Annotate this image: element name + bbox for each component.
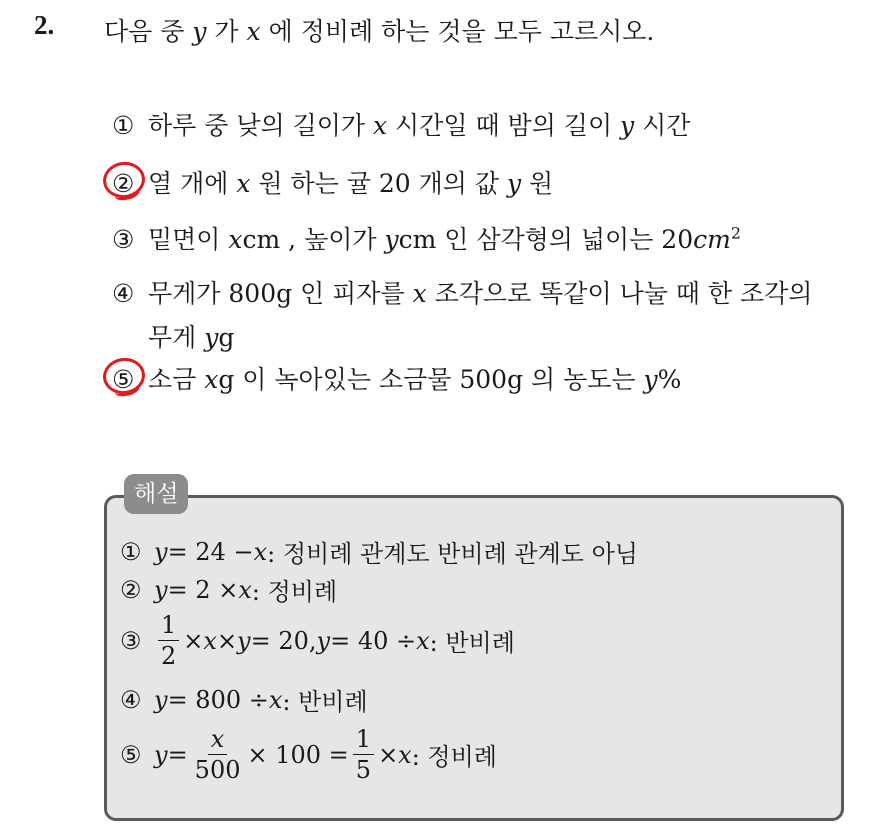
solution-row-4: ④ y = 800 ÷ x : 반비례	[120, 685, 368, 716]
var-y: y	[384, 225, 399, 254]
choice-number: ①	[112, 111, 135, 140]
choice-4[interactable]	[112, 274, 812, 354]
solution-row-1: ① y = 24 − x : 정비례 관계도 반비례 관계도 아님	[120, 537, 638, 568]
choice-text: cm 인 삼각형의 넓이는 20	[398, 225, 694, 254]
choice-2[interactable]	[112, 164, 553, 200]
question-text-a: 다음 중	[104, 17, 193, 46]
fraction: $\frac{1}{2}$	[158, 612, 179, 670]
question-number: 2.	[34, 10, 55, 40]
choice-text: 원	[521, 169, 554, 198]
choice-1[interactable]	[112, 106, 690, 142]
choice-text: 원 하는 귤 20 개의 값	[250, 169, 507, 198]
exponent: 2	[730, 223, 742, 243]
var-x: x	[228, 225, 243, 254]
choice-text: 밑면이	[148, 225, 229, 254]
choice-text: cm , 높이가	[242, 225, 385, 254]
choice-text-line2: 무게 yg	[148, 323, 235, 352]
var-x: x	[373, 111, 388, 140]
choice-text: 시간일 때 밤의 길이	[387, 111, 621, 140]
solution-row-3: ③ $\frac{1}{2}$ × x × y = 20, y = 40 ÷ x : 반비례	[120, 611, 515, 671]
var-x: x	[246, 17, 261, 46]
choice-number: ④	[112, 279, 135, 308]
choice-number: ⑤	[112, 365, 135, 394]
var-y: y	[506, 169, 522, 198]
choice-5[interactable]	[112, 360, 681, 396]
choice-text: 소금	[148, 365, 205, 394]
solution-row-5: ⑤ y = $\frac{x}{500}$ × 100 = $\frac{1}{5}$ × x : 정비례	[120, 725, 497, 785]
choice-text: 시간	[634, 111, 691, 140]
choice-text: %	[657, 365, 682, 394]
var-y: y	[620, 111, 635, 140]
choice-number: ③	[112, 225, 135, 254]
question-text-c: 에 정비례 하는 것을 모두 고르시오.	[260, 17, 655, 46]
unit-cm: cm	[693, 225, 731, 254]
var-y: y	[204, 323, 219, 352]
var-x: x	[412, 279, 427, 308]
fraction: $\frac{1}{5}$	[353, 726, 374, 784]
var-y: y	[192, 17, 207, 46]
solution-row-2: ② y = 2 × x : 정비례	[120, 575, 338, 606]
choice-text: g 이 녹아있는 소금물 500g 의 농도는	[218, 365, 644, 394]
choice-number: ②	[112, 169, 135, 198]
choice-text: 열 개에	[148, 169, 237, 198]
choice-text: 하루 중 낮의 길이가	[148, 111, 373, 140]
var-y: y	[643, 365, 658, 394]
solution-label: 해설	[124, 474, 188, 514]
choice-text: 조각으로 똑같이 나눌 때 한 조각의	[426, 279, 813, 308]
fraction: $\frac{x}{500}$	[194, 725, 241, 785]
question-text-b: 가	[206, 17, 247, 46]
question-text	[104, 12, 654, 48]
var-x: x	[236, 169, 251, 198]
choice-3[interactable]	[112, 220, 741, 256]
var-x: x	[204, 365, 219, 394]
choice-text: 무게가 800g 인 피자를	[148, 279, 413, 308]
